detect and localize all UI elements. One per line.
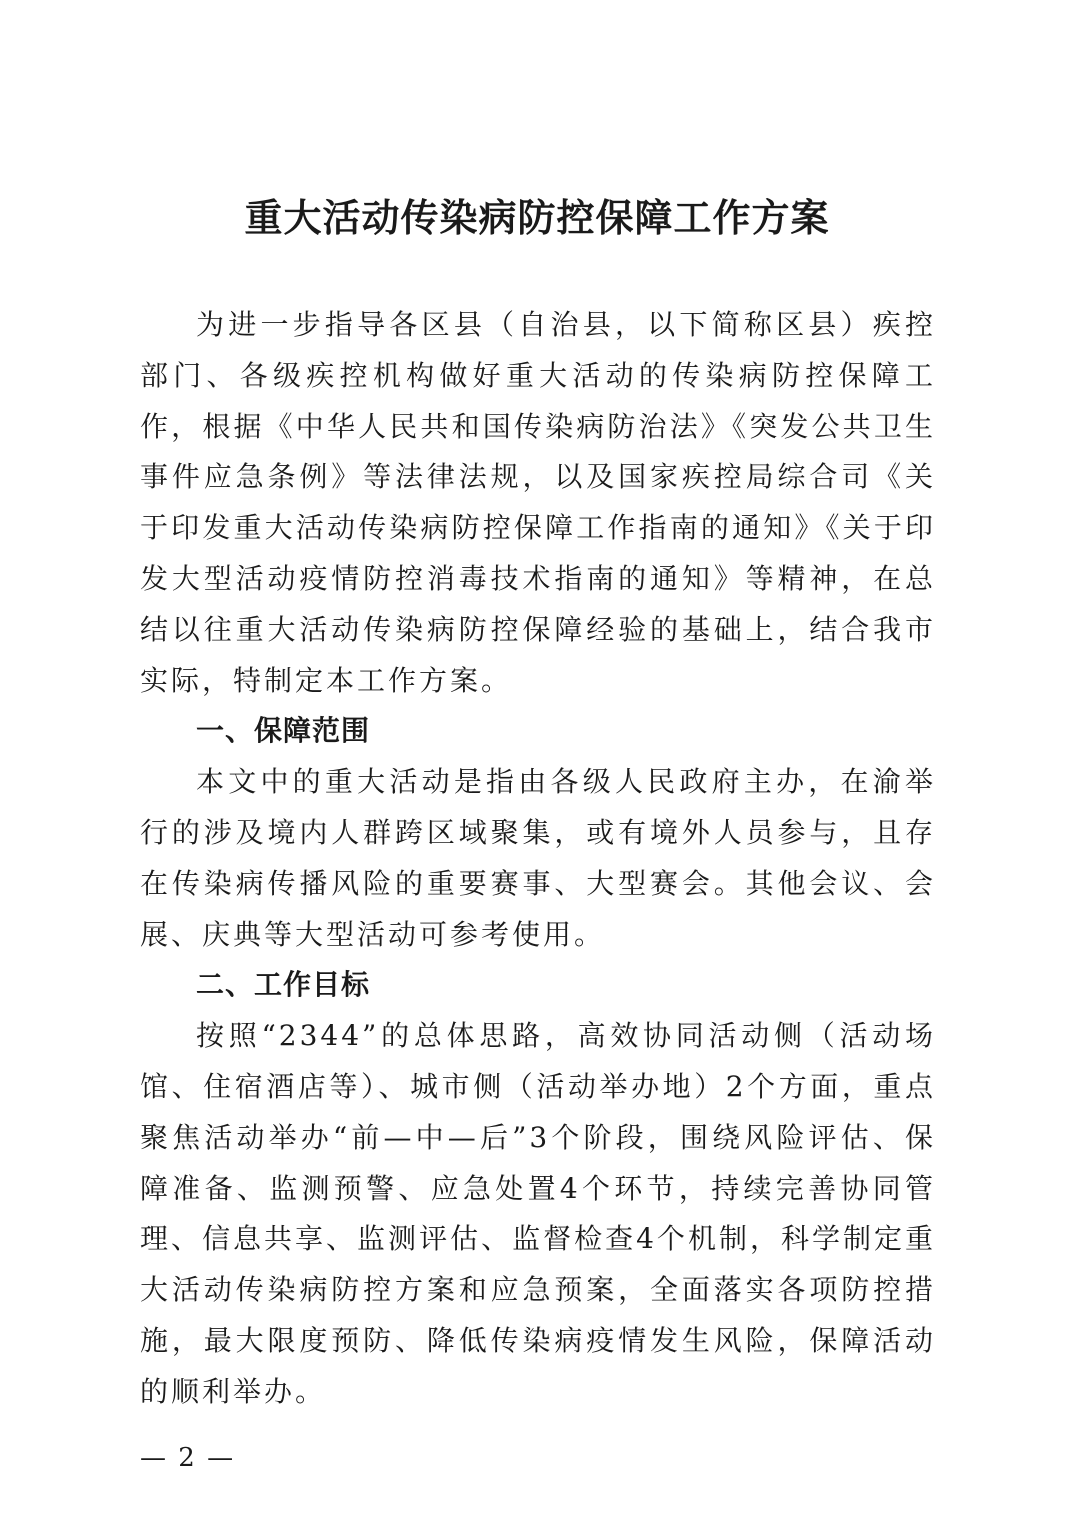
section-paragraph-scope: 本文中的重大活动是指由各级人民政府主办，在渝举行的涉及境内人群跨区域聚集，或有境外人员参与，且存在传染病传播风险的重要赛事、大型赛会。其他会议、会展、庆典等大型活动可参考使用。: [140, 765, 936, 951]
section-heading-goals: 二、工作目标: [196, 968, 371, 1002]
document-body: [140, 300, 936, 1418]
section-heading-scope: 一、保障范围: [196, 714, 371, 748]
section-paragraph-goals: 按照“2344”的总体思路，高效协同活动侧（活动场馆、住宿酒店等）、城市侧（活动举办地）2个方面，重点聚焦活动举办“前—中—后”3个阶段，围绕风险评估、保障准备、监测预警、应急处置4个环节，持续完善协同管理、信息共享、监测评估、监督检查4个机制，科学制定重大活动传染病防控方案和应急预案，全面落实各项防控措施，最大限度预防、降低传染病疫情发生风险，保障活动的顺利举办。: [140, 1019, 936, 1408]
intro-paragraph: 为进一步指导各区县（自治县，以下简称区县）疾控部门、各级疾控机构做好重大活动的传染病防控保障工作，根据《中华人民共和国传染病防治法》《突发公共卫生事件应急条例》等法律法规，以及国家疾控局综合司《关于印发重大活动传染病防控保障工作指南的通知》《关于印发大型活动疫情防控消毒技术指南的通知》等精神，在总结以往重大活动传染病防控保障经验的基础上，结合我市实际，特制定本工作方案。: [140, 308, 936, 697]
document-title: 重大活动传染病防控保障工作方案: [244, 195, 830, 240]
page-number: — 2 —: [140, 1443, 236, 1473]
